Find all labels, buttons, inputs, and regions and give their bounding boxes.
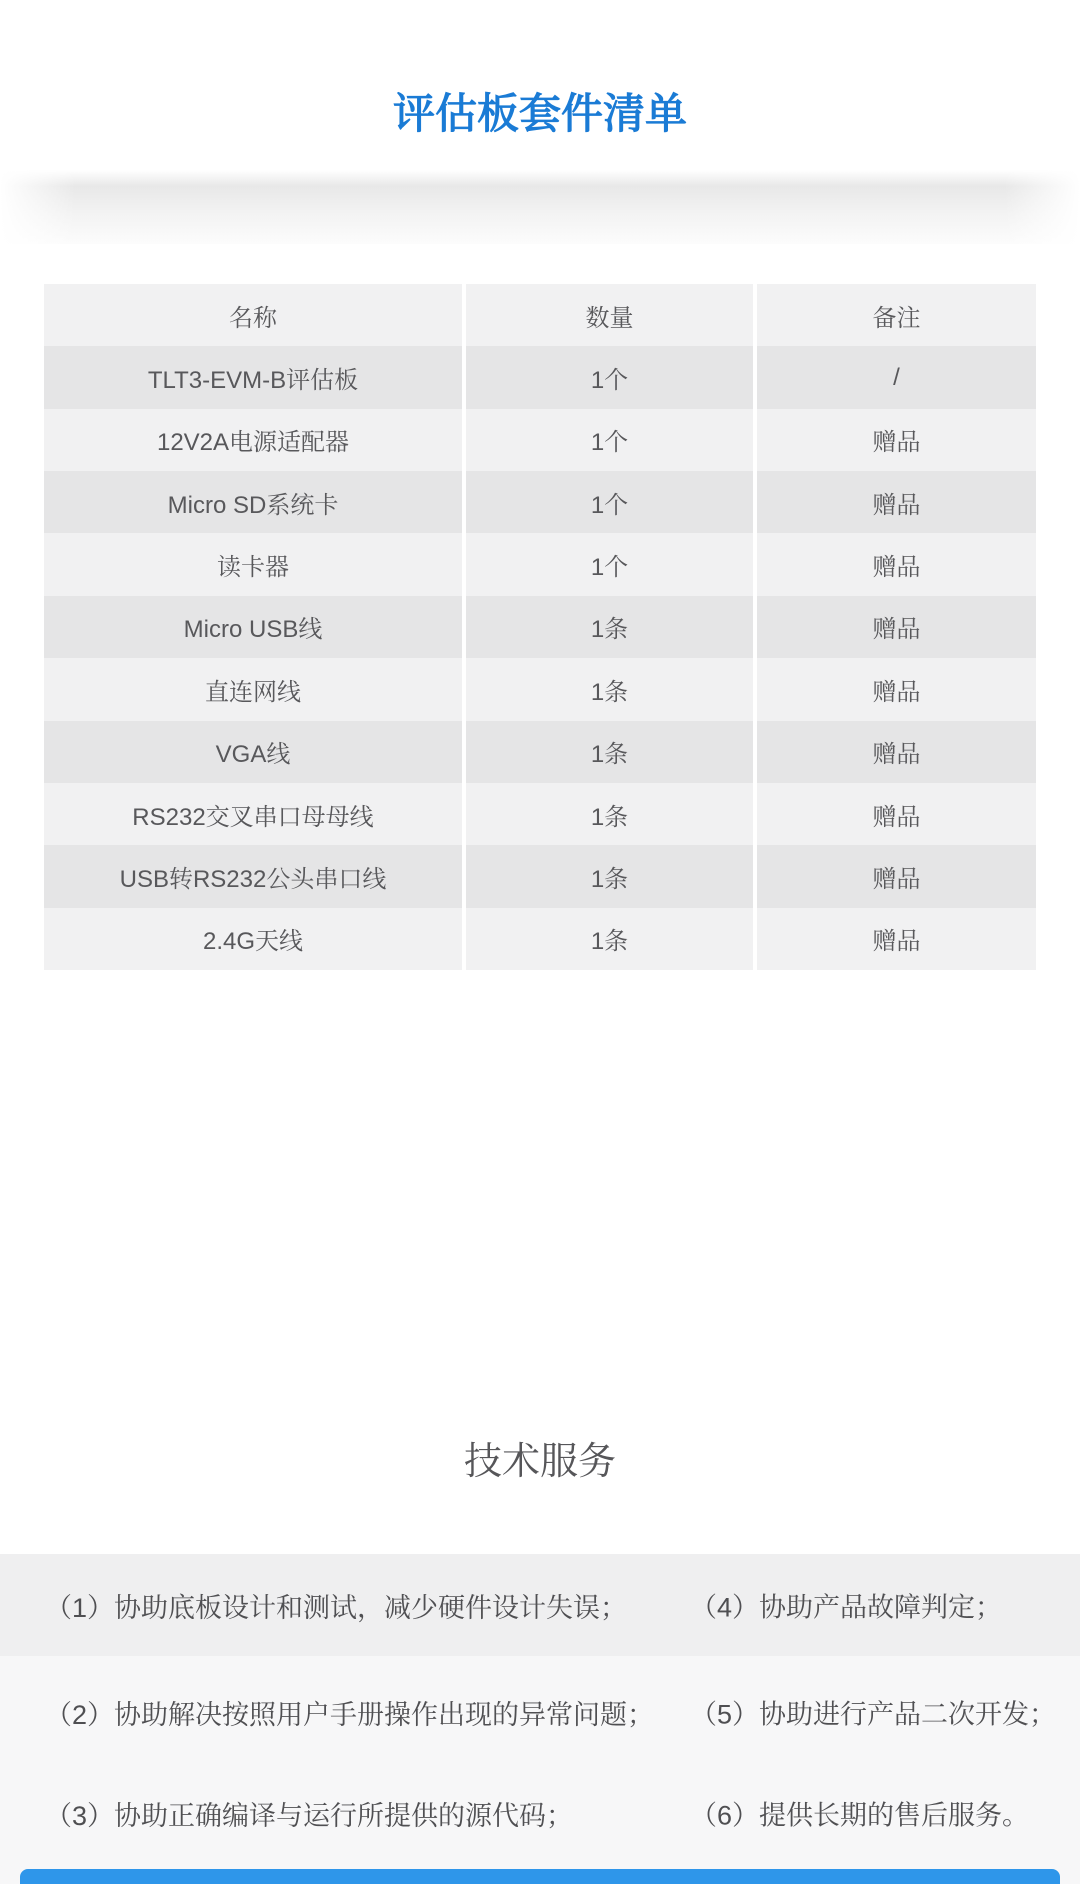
kit-table-header-row — [44, 284, 1036, 346]
cell-name: 12V2A电源适配器 — [44, 409, 462, 471]
cell-qty: 1个 — [466, 471, 753, 533]
table-row — [44, 721, 1036, 783]
cell-qty: 1条 — [466, 845, 753, 907]
service-item: （2）协助解决按照用户手册操作出现的异常问题； — [45, 1699, 655, 1730]
cell-name: Micro SD系统卡 — [44, 471, 462, 533]
cell-qty: 1个 — [466, 533, 753, 595]
cell-qty: 1条 — [466, 783, 753, 845]
service-item: （1）协助底板设计和测试，减少硬件设计失误； — [45, 1592, 628, 1623]
cell-qty: 1个 — [466, 409, 753, 471]
cell-qty: 1条 — [466, 721, 753, 783]
services-panel — [0, 1554, 1080, 1884]
header-cell-name: 名称 — [44, 284, 462, 346]
bottom-accent-bar — [20, 1869, 1060, 1884]
cell-qty: 1个 — [466, 346, 753, 408]
table-row — [44, 471, 1036, 533]
cell-note: 赠品 — [757, 721, 1036, 783]
table-row — [44, 783, 1036, 845]
service-row — [0, 1768, 1080, 1858]
services-title: 技术服务 — [463, 1441, 616, 1483]
cell-note: 赠品 — [757, 908, 1036, 970]
service-row — [0, 1656, 1080, 1768]
service-item: （6）提供长期的售后服务。 — [690, 1800, 1030, 1831]
cell-name: Micro USB线 — [44, 596, 462, 658]
cell-note: 赠品 — [757, 845, 1036, 907]
table-row — [44, 596, 1036, 658]
cell-name: 直连网线 — [44, 658, 462, 720]
cell-qty: 1条 — [466, 908, 753, 970]
service-row — [0, 1554, 1080, 1656]
cell-qty: 1条 — [466, 658, 753, 720]
service-item: （4）协助产品故障判定； — [690, 1592, 1003, 1623]
service-item: （3）协助正确编译与运行所提供的源代码； — [45, 1800, 574, 1831]
cell-name: USB转RS232公头串口线 — [44, 845, 462, 907]
cell-note: 赠品 — [757, 658, 1036, 720]
cell-note: 赠品 — [757, 533, 1036, 595]
page-title: 评估板套件清单 — [392, 90, 687, 137]
table-row — [44, 658, 1036, 720]
cell-note: 赠品 — [757, 596, 1036, 658]
cell-note: 赠品 — [757, 471, 1036, 533]
table-row — [44, 908, 1036, 970]
table-row — [44, 845, 1036, 907]
table-row — [44, 346, 1036, 408]
cell-note: 赠品 — [757, 409, 1036, 471]
table-row — [44, 533, 1036, 595]
header-cell-note: 备注 — [757, 284, 1036, 346]
service-item: （5）协助进行产品二次开发； — [690, 1699, 1057, 1730]
kit-table — [44, 284, 1036, 970]
header-cell-qty: 数量 — [466, 284, 753, 346]
cell-qty: 1条 — [466, 596, 753, 658]
cell-name: 2.4G天线 — [44, 908, 462, 970]
cell-name: 读卡器 — [44, 533, 462, 595]
cell-note: / — [757, 346, 1036, 408]
cell-name: VGA线 — [44, 721, 462, 783]
cell-note: 赠品 — [757, 783, 1036, 845]
title-shadow-band — [0, 170, 1080, 244]
cell-name: TLT3-EVM-B评估板 — [44, 346, 462, 408]
table-row — [44, 409, 1036, 471]
cell-name: RS232交叉串口母母线 — [44, 783, 462, 845]
